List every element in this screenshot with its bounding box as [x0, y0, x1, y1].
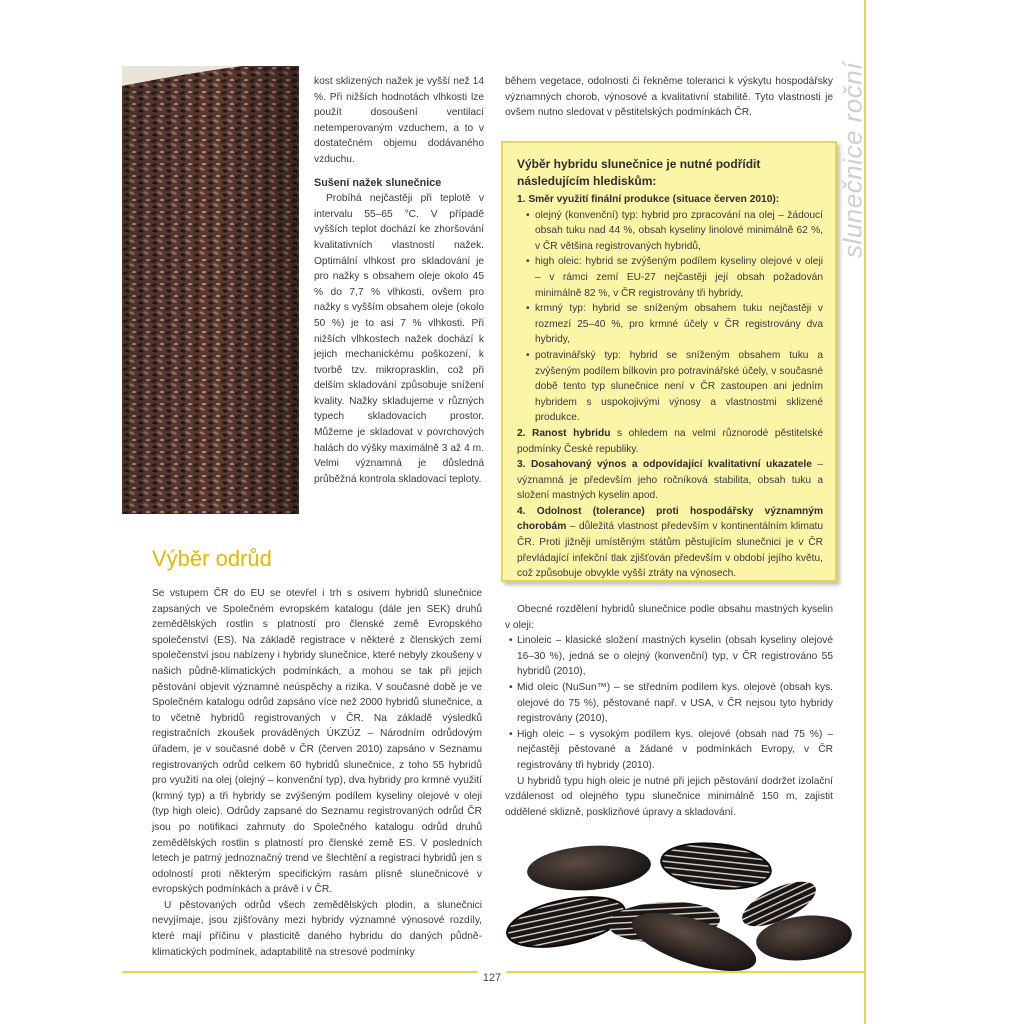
fatty-acid-bullet-text: Linoleic – klasické složení mastných kyselin (obsah kyseliny olejové 16–30 %), jedná se o olejný (konvenční) typ, v ČR registrováno 55 hybridů (2010),: [517, 635, 833, 678]
infobox-item-3: [517, 457, 823, 504]
fatty-acid-bullet-text: High oleic – s vysokým podílem kys. olejové (obsah nad 75 %) – nejčastěji pěstované a žádané v podmínkách Evropy, v ČR registrovány tři hybridy (2010).: [517, 728, 833, 771]
infobox-item-4-text: – důležitá vlastnost především v kontinentálním klimatu ČR. Proti jižněji umístěným státům pěstujícím slunečnici je v ČR převládající infekční tlak zjišťován především v období jejího květu, což způsobuje obvykle vyšší ztráty na výnosech.: [517, 521, 823, 580]
right-bottom-column: [505, 602, 833, 820]
fatty-acid-intro: Obecné rozdělení hybridů slunečnice podle obsahu mastných kyselin v oleji:: [505, 604, 833, 631]
page-number: 127: [478, 969, 506, 987]
infobox-title: Výběr hybridu slunečnice je nutné podřídit následujícím hlediskům:: [517, 157, 761, 188]
top-right-paragraph: během vegetace, odolnosti či řekněme toleranci k výskytu hospodářsky významných chorob, výnosové a kvalitativní stabilitě. Tyto vlastnosti je ovšem nutno sledovat v pěstitelských podmínkách ČR.: [505, 76, 833, 119]
seed-pile-photo: [122, 66, 299, 514]
section-title: Výběr odrůd: [152, 546, 272, 571]
infobox-item-2: [517, 426, 823, 457]
fatty-acid-bullet: • High oleic – s vysokým podílem kys. olejové (obsah nad 75 %) – nejčastěji pěstované a žádané v podmínkách Evropy, v ČR registrovány tři hybridy (2010).: [509, 728, 833, 771]
infobox-item-1-heading: 1. Směr využití finální produkce (situace červen 2010):: [517, 194, 780, 205]
infobox-item-3-heading: 3. Dosahovaný výnos a odpovídající kvalitativní ukazatele: [517, 459, 812, 471]
drying-heading: Sušení nažek slunečnice: [314, 176, 442, 189]
varieties-paragraph-2: U pěstovaných odrůd všech zemědělských plodin, a slunečnici nevyjímaje, jsou zjišťovány mezi hybridy významné výnosové rozdíly, které mají příčinu v plasticitě daného hybridu do daných půdně-klimatických podmínek, adaptabilitě na stresové podmínky: [152, 899, 482, 958]
fatty-acid-bullet-text: Mid oleic (NuSun™) – se středním podílem kys. olejové (obsah kys. olejové do 75 %), pěstované např. v USA, v ČR nejsou tyto hybridy registrovány (2010),: [517, 681, 833, 725]
sunflower-seeds-photo: [494, 822, 864, 972]
infobox-bullet: • krmný typ: hybrid se sníženým obsahem tuku nejčastěji v rozmezí 25–40 %, pro krmné účely v ČR registrovány dva hybridy,: [535, 301, 823, 348]
infobox-bullet: • potravinářský typ: hybrid se sníženým obsahem tuku a zvýšeným podílem bílkovin pro potravinářské účely, v současné době tento typ slunečnice není v ČR zastoupen ani jedním hybridem s uspokojivými výnosy a vlastnostmi sklizené produkce.: [535, 348, 823, 426]
infobox-item-2-text: s ohledem na velmi různorodé pěstitelské podmínky České republiky.: [517, 427, 823, 455]
infobox-item-2-heading: 2. Ranost hybridu: [517, 427, 611, 439]
infobox-item-4-heading: 4. Odolnost (tolerance) proti hospodářsky významným chorobám: [517, 505, 823, 533]
mid-intro-paragraph: kost sklizených nažek je vyšší než 14 %. Při nižších hodnotách vlhkosti lze použít dosoušení ventilací netemperovaným vzduchem, a to v dostatečném objemu dodávaného vzduchu.: [314, 76, 484, 165]
infobox-bullet: • high oleic: hybrid se zvýšeným podílem kyseliny olejové v oleji – v rámci zemí EU-27 nejčastěji její obsah požadován minimálně 82 %, v ČR registrovány tři hybridy,: [535, 254, 823, 301]
hybrid-selection-infobox: [501, 141, 837, 582]
side-title-text: slunečnice roční: [837, 62, 868, 258]
drying-paragraph: Probíhá nejčastěji při teplotě v intervalu 55–65 °C. V případě vyšších teplot dochází ke zhoršování kvalitativních vlastností nažek. Optimální vlhkost pro skladování je pro nažky s obsahem oleje okolo 45 % do 7,7 % vlhkosti, ovšem pro nažky s vyšším obsahem oleje (okolo 50 %) je to asi 7 % vlhkosti. Při nižších vlhkostech nažek dochází k jejich mechanickému poškození, k tvorbě tzv. mikroprasklin, což při delším skladování způsobuje snížení kvality. Nažky skladujeme v různých typech skladovacích prostor. Můžeme je skladovat v povrchových halách do výšky maximálně 3 až 4 m. Velmi významná je důsledná průběžná kontrola skladovací teploty.: [314, 193, 484, 485]
infobox-bullet: • olejný (konvenční) typ: hybrid pro zpracování na olej – žádoucí obsah tuku nad 44 %, obsah kyseliny linolové minimálně 62 %, v ČR většina registrovaných hybridů,: [535, 208, 823, 255]
fatty-acid-bullet: • Linoleic – klasické složení mastných kyselin (obsah kyseliny olejové 16–30 %), jedná se o olejný (konvenční) typ, v ČR registrováno 55 hybridů (2010),: [509, 635, 833, 678]
mid-column: [314, 74, 484, 487]
varieties-paragraph-1: Se vstupem ČR do EU se otevřel i trh s osivem hybridů slunečnice zapsaných ve Společném evropském katalogu (dále jen SEK) druhů zemědělských rostlin s platností pro členské země Evropského společenství (ES). Na základě registrace v některé z členských zemí společenství jsou nabízeny i hybridy slunečnice, které nebyly zkoušeny v našich půdně-klimatických podmínkách, a mohou se tak při jejich pěstování objevit významné neúspěchy a rizika. V současné době je ve Společném katalogu odrůd zapsáno více než 2000 hybridů slunečnice, a to včetně hybridů registrovaných v ČR. Na základě výsledků registračních zkoušek prováděných ÚKZÚZ – Národním odrůdovým úřadem, je v současné době v ČR (červen 2010) zapsáno v Seznamu registrovaných odrůd celkem 60 hybridů slunečnice, z toho 55 hybridů pro využití na olej (olejný – konvenční typ), dva hybridy pro krmné využití (krmný typ) a tři hybridy se zvýšeným podílem kyseliny olejové v oleji (typ high oleic). Odrůdy zapsané do Seznamu registrovaných odrůd ČR jsou po notifikaci zahrnuty do Společného katalogu odrůd druhů zemědělských rostlin s platností pro členské země ES. V posledních letech je patrný jednoznačný trend ve šlechtění a registraci hybridů jen s odolností proti některým specifickým rasám plísně slunečnicové v evropských podmínkách a právě i v ČR.: [152, 588, 482, 896]
infobox-item-4: [517, 504, 823, 582]
left-bottom-column: [152, 586, 482, 960]
isolation-paragraph: U hybridů typu high oleic je nutné při jejich pěstování dodržet izolační vzdálenost od olejného typu slunečnice minimálně 150 m, zajistit oddělené sklizně, posklizňové úpravy a skladování.: [505, 775, 833, 818]
infobox-item-3-text: – významná je především jeho ročníková stabilita, obsah tuku a složení mastných kyselin apod.: [517, 459, 823, 502]
infobox-item-1-list: [517, 208, 823, 426]
fatty-acid-bullet: • Mid oleic (NuSun™) – se středním podílem kys. olejové (obsah kys. olejové do 75 %), pěstované např. v USA, v ČR nejsou tyto hybridy registrovány (2010),: [509, 681, 833, 725]
